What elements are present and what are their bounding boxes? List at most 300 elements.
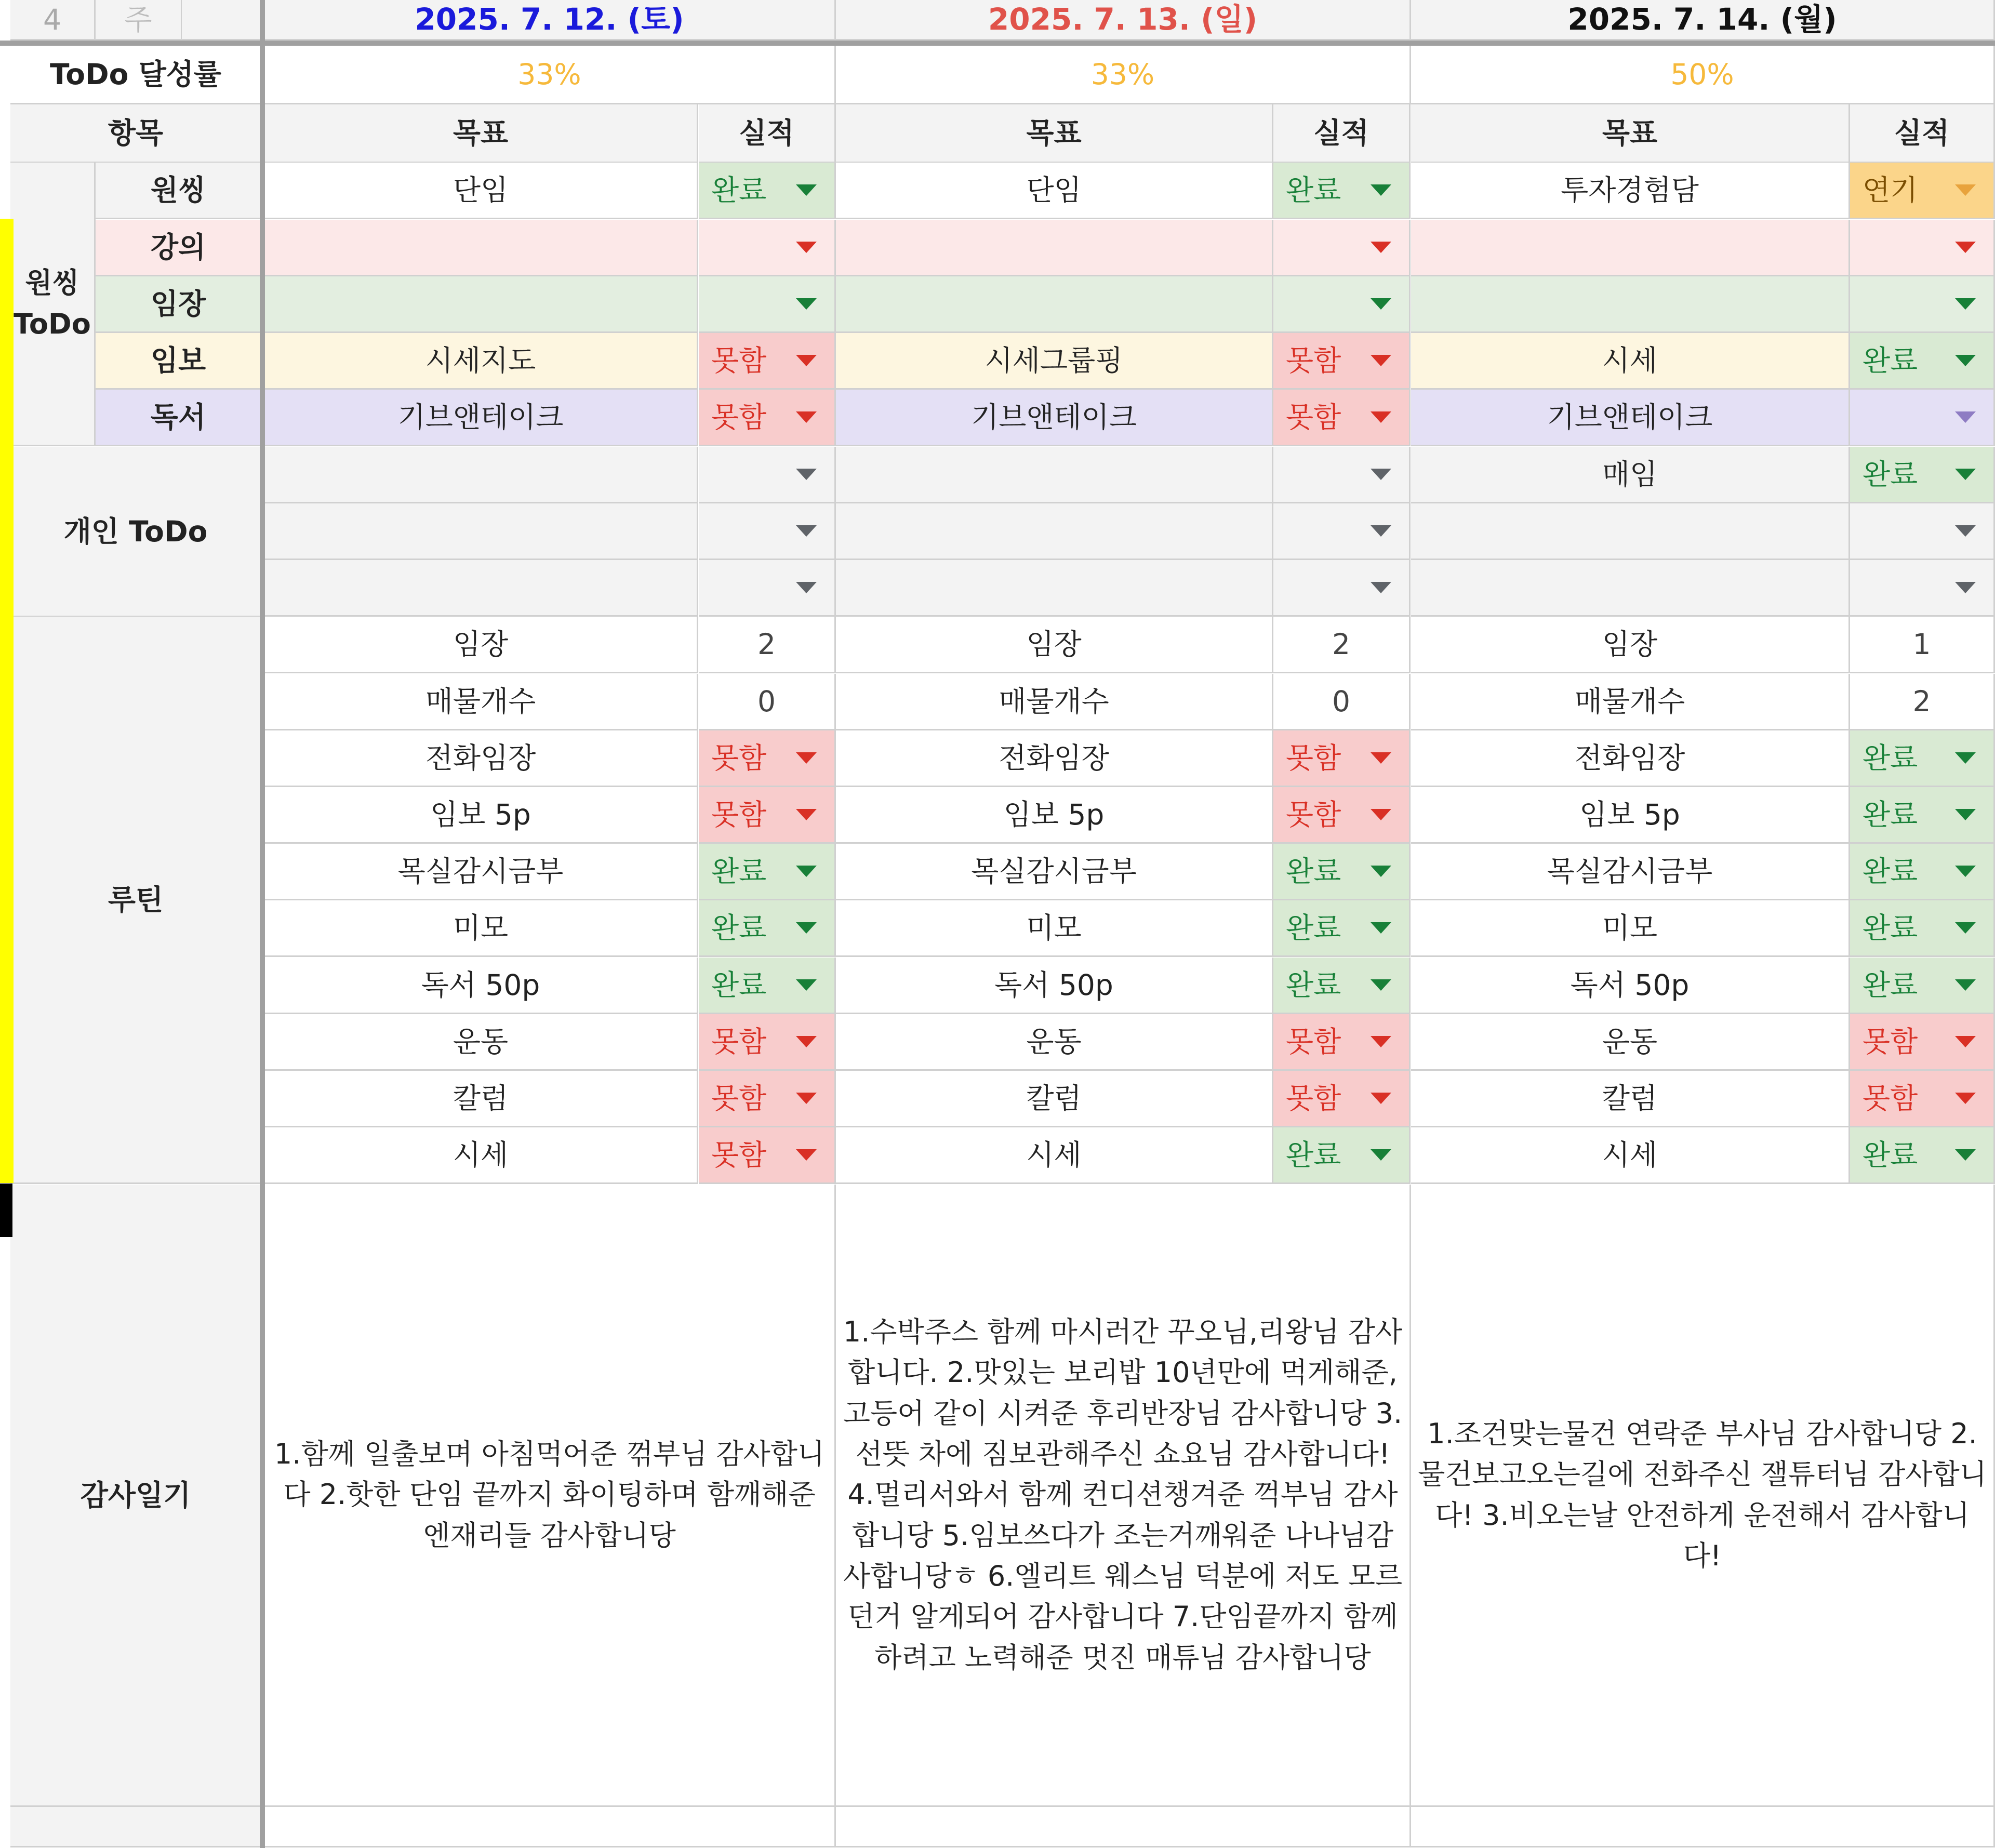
result-dropdown-text: 못함	[1286, 741, 1341, 775]
dropdown-arrow-icon[interactable]	[796, 809, 817, 820]
goal-cell-text: 목실감시금부	[1547, 855, 1713, 888]
goal-cell-text: 임보 5p	[1579, 798, 1680, 831]
result-dropdown[interactable]	[1850, 617, 1995, 673]
result-dropdown[interactable]	[1273, 674, 1411, 730]
dropdown-arrow-icon[interactable]	[1955, 1036, 1976, 1047]
result-dropdown[interactable]	[1273, 503, 1411, 560]
result-dropdown[interactable]	[1273, 900, 1411, 957]
result-dropdown-text: 못함	[1286, 1082, 1341, 1115]
result-dropdown-text: 1	[1912, 628, 1931, 661]
goal-cell[interactable]	[836, 844, 1273, 900]
goal-cell[interactable]	[836, 276, 1273, 333]
result-header[interactable]	[699, 104, 836, 163]
result-dropdown-text: 완료	[711, 174, 767, 207]
dropdown-arrow-icon[interactable]	[1955, 525, 1976, 537]
result-dropdown-text: 2	[1332, 628, 1350, 661]
goal-cell-text: 기브앤테이크	[971, 401, 1137, 434]
goal-cell-text: 시세지도	[425, 344, 536, 377]
goal-cell[interactable]	[264, 1014, 698, 1071]
result-header[interactable]	[1850, 104, 1995, 163]
goal-cell[interactable]	[264, 447, 698, 503]
goal-cell[interactable]	[264, 1071, 698, 1127]
result-dropdown-text: 못함	[711, 1138, 767, 1172]
dropdown-arrow-icon[interactable]	[796, 979, 817, 991]
result-dropdown[interactable]	[1850, 276, 1995, 333]
result-dropdown[interactable]	[699, 220, 836, 276]
goal-cell-text: 단임	[1026, 174, 1082, 207]
result-dropdown[interactable]	[699, 390, 836, 446]
row-number[interactable]	[10, 0, 96, 41]
goal-cell-text: 매물개수	[999, 685, 1109, 718]
dropdown-arrow-icon[interactable]	[1955, 355, 1976, 366]
result-dropdown-text: 못함	[1286, 1025, 1341, 1058]
result-dropdown[interactable]	[1850, 163, 1995, 219]
dropdown-arrow-icon[interactable]	[1371, 979, 1391, 991]
goal-cell[interactable]	[836, 1014, 1273, 1071]
goal-cell[interactable]	[836, 220, 1273, 276]
date-header[interactable]	[264, 0, 836, 41]
result-dropdown-text: 완료	[1863, 458, 1918, 491]
goal-cell[interactable]	[836, 787, 1273, 844]
date-header[interactable]	[836, 0, 1411, 41]
goal-cell[interactable]	[1411, 730, 1850, 787]
result-dropdown-text: 못함	[1863, 1025, 1918, 1058]
dropdown-arrow-icon[interactable]	[1955, 979, 1976, 991]
empty-cell[interactable]	[264, 1807, 836, 1847]
category-label[interactable]	[96, 276, 262, 333]
dropdown-arrow-icon[interactable]	[1371, 752, 1391, 764]
result-dropdown-text: 0	[757, 685, 776, 718]
result-dropdown-text: 완료	[711, 855, 767, 888]
goal-cell[interactable]	[836, 617, 1273, 673]
goal-cell[interactable]	[1411, 163, 1850, 219]
gratitude-entry-text: 1.조건맞는물건 연락준 부사님 감사합니당 2.물건보고오는길에 전화주신 잴튜터님 감사합니다! 3.비오는날 안전하게 운전해서 감사합니다!	[1418, 1417, 1987, 1572]
goal-header[interactable]	[1411, 104, 1850, 163]
dropdown-arrow-icon[interactable]	[796, 752, 817, 764]
item-header[interactable]	[10, 104, 262, 163]
goal-cell[interactable]	[836, 447, 1273, 503]
result-header-text: 실적	[1313, 116, 1369, 150]
goal-cell[interactable]	[1411, 390, 1850, 446]
result-dropdown-text: 못함	[1286, 344, 1341, 377]
goal-cell[interactable]	[264, 503, 698, 560]
result-dropdown[interactable]	[1850, 390, 1995, 446]
goal-cell[interactable]	[1411, 1071, 1850, 1127]
result-dropdown-text: 못함	[1286, 401, 1341, 434]
date-header-text: 2025. 7. 13. (일)	[988, 1, 1258, 37]
result-dropdown[interactable]	[1850, 220, 1995, 276]
category-label[interactable]	[96, 390, 262, 446]
result-dropdown[interactable]	[699, 730, 836, 787]
result-dropdown-text: 2	[757, 628, 776, 661]
dropdown-arrow-icon[interactable]	[1371, 298, 1391, 310]
goal-cell[interactable]	[836, 1071, 1273, 1127]
result-dropdown[interactable]	[1273, 163, 1411, 219]
dropdown-arrow-icon[interactable]	[796, 298, 817, 310]
result-dropdown[interactable]	[1273, 958, 1411, 1014]
result-dropdown[interactable]	[699, 333, 836, 390]
goal-cell-text: 독서 50p	[421, 968, 540, 1002]
goal-cell-text: 미모	[1026, 911, 1082, 945]
achievement-rate-text: 50%	[1670, 58, 1734, 91]
dropdown-arrow-icon[interactable]	[1371, 411, 1391, 423]
result-dropdown[interactable]	[699, 787, 836, 844]
empty-cell[interactable]	[1411, 1807, 1995, 1847]
goal-cell[interactable]	[836, 1127, 1273, 1184]
goal-cell-text: 목실감시금부	[971, 855, 1137, 888]
result-dropdown[interactable]	[699, 617, 836, 673]
gratitude-entry-text: 1.수박주스 함께 마시러간 꾸오님,리왕님 감사합니다. 2.맛있는 보리밥 10년만에 먹게해준,고등어 같이 시켜준 후리반장님 감사합니당 3.선뜻 차에 짐보관해주신 쇼요님 감사합니다! 4.멀리서와서 함께 컨디션챙겨준 꺽부님 감사합니당 5.임보쓰다가 조는거깨워준 나나님감사합니당ㅎ 6.엘리트 웨스님 덕분에 저도 모르던거 알게되어 감사합니다 7.단임끝까지 함께하려고 노력해준 멋진 매튜님 감사합니당	[843, 1315, 1403, 1674]
goal-header-text: 목표	[453, 116, 509, 150]
frozen-row-divider	[0, 41, 1995, 46]
category-label-text: 임장	[150, 287, 206, 321]
dropdown-arrow-icon[interactable]	[1371, 184, 1391, 196]
result-dropdown-text: 완료	[1286, 1138, 1341, 1172]
result-dropdown-text: 완료	[1863, 741, 1918, 775]
achievement-rate[interactable]	[836, 46, 1411, 104]
result-dropdown-text: 완료	[1286, 911, 1341, 945]
goal-cell-text: 시세그룹핑	[985, 344, 1123, 377]
dropdown-arrow-icon[interactable]	[796, 184, 817, 196]
achievement-rate-text: 33%	[517, 58, 581, 91]
goal-cell[interactable]	[264, 276, 698, 333]
dropdown-arrow-icon[interactable]	[796, 469, 817, 480]
goal-cell[interactable]	[264, 787, 698, 844]
dropdown-arrow-icon[interactable]	[796, 1093, 817, 1104]
result-dropdown-text: 완료	[1863, 1138, 1918, 1172]
dropdown-arrow-icon[interactable]	[1371, 469, 1391, 480]
goal-cell[interactable]	[836, 333, 1273, 390]
result-dropdown[interactable]	[699, 1127, 836, 1184]
result-dropdown-text: 완료	[1863, 911, 1918, 945]
result-dropdown[interactable]	[699, 900, 836, 957]
goal-cell[interactable]	[1411, 1127, 1850, 1184]
goal-cell[interactable]	[264, 617, 698, 673]
dropdown-arrow-icon[interactable]	[1955, 411, 1976, 423]
result-dropdown[interactable]	[1273, 333, 1411, 390]
goal-cell[interactable]	[264, 560, 698, 617]
result-dropdown[interactable]	[699, 276, 836, 333]
goal-cell[interactable]	[836, 390, 1273, 446]
result-dropdown[interactable]	[1273, 447, 1411, 503]
result-dropdown[interactable]	[699, 1014, 836, 1071]
goal-cell-text: 기브앤테이크	[397, 401, 564, 434]
goal-cell-text: 단임	[453, 174, 509, 207]
goal-cell-text: 운동	[1026, 1025, 1082, 1058]
dropdown-arrow-icon[interactable]	[796, 242, 817, 253]
dropdown-arrow-icon[interactable]	[796, 866, 817, 877]
result-dropdown[interactable]	[1273, 1071, 1411, 1127]
result-dropdown[interactable]	[1850, 333, 1995, 390]
gratitude-group-text: 감사일기	[80, 1478, 191, 1512]
result-dropdown-text: 완료	[1286, 855, 1341, 888]
goal-cell-text: 매물개수	[425, 685, 536, 718]
goal-cell-text: 독서 50p	[994, 968, 1113, 1002]
frozen-column-divider	[260, 0, 265, 1848]
dropdown-arrow-icon[interactable]	[1955, 298, 1976, 310]
goal-cell-text: 칼럼	[453, 1082, 509, 1115]
result-dropdown[interactable]	[699, 447, 836, 503]
result-dropdown[interactable]	[1273, 1014, 1411, 1071]
result-dropdown-text: 못함	[711, 798, 767, 831]
gratitude-group[interactable]	[10, 1185, 262, 1807]
goal-cell-text: 칼럼	[1026, 1082, 1082, 1115]
rate-label-text: ToDo 달성률	[50, 58, 221, 91]
highlight-strip	[0, 219, 14, 1183]
goal-cell[interactable]	[264, 333, 698, 390]
goal-cell-text: 기브앤테이크	[1547, 401, 1713, 434]
result-dropdown-text: 못함	[711, 1025, 767, 1058]
empty-cell[interactable]	[836, 1807, 1411, 1847]
goal-cell-text: 임장	[1026, 628, 1082, 661]
dropdown-arrow-icon[interactable]	[796, 525, 817, 537]
dropdown-arrow-icon[interactable]	[796, 922, 817, 934]
dropdown-arrow-icon[interactable]	[796, 411, 817, 423]
dropdown-arrow-icon[interactable]	[1371, 922, 1391, 934]
goal-cell-text: 목실감시금부	[397, 855, 564, 888]
goal-cell-text: 시세	[1602, 344, 1658, 377]
goal-cell-text: 투자경험담	[1561, 174, 1699, 207]
routine-group-text: 루틴	[108, 883, 164, 916]
routine-group[interactable]	[10, 617, 262, 1184]
achievement-rate[interactable]	[264, 46, 836, 104]
result-header-text: 실적	[739, 116, 794, 150]
gratitude-entry[interactable]	[264, 1185, 836, 1807]
dropdown-arrow-icon[interactable]	[1371, 525, 1391, 537]
result-dropdown-text: 못함	[711, 401, 767, 434]
goal-cell[interactable]	[836, 560, 1273, 617]
rate-label[interactable]	[10, 46, 262, 104]
result-dropdown[interactable]	[1273, 276, 1411, 333]
result-dropdown[interactable]	[699, 163, 836, 219]
goal-cell[interactable]	[1411, 844, 1850, 900]
dropdown-arrow-icon[interactable]	[1955, 469, 1976, 480]
dropdown-arrow-icon[interactable]	[1955, 866, 1976, 877]
goal-cell[interactable]	[1411, 276, 1850, 333]
goal-cell[interactable]	[836, 730, 1273, 787]
goal-cell[interactable]	[836, 900, 1273, 957]
goal-cell[interactable]	[264, 900, 698, 957]
dropdown-arrow-icon[interactable]	[1371, 1036, 1391, 1047]
dropdown-arrow-icon[interactable]	[1955, 752, 1976, 764]
category-label-text: 원씽	[150, 174, 206, 207]
result-dropdown-text: 완료	[1863, 968, 1918, 1002]
goal-cell[interactable]	[264, 1127, 698, 1184]
goal-cell-text: 임장	[1602, 628, 1658, 661]
result-dropdown[interactable]	[1850, 503, 1995, 560]
row-label-text: 주	[124, 3, 152, 36]
selection-marker	[0, 1184, 12, 1237]
goal-cell-text: 전화임장	[425, 741, 536, 775]
gratitude-entry[interactable]	[1411, 1185, 1995, 1807]
goal-cell[interactable]	[836, 674, 1273, 730]
dropdown-arrow-icon[interactable]	[1371, 1149, 1391, 1161]
result-dropdown[interactable]	[1850, 1071, 1995, 1127]
gratitude-entry-text: 1.함께 일출보며 아침먹어준 꺾부님 감사합니다 2.핫한 단임 끝까지 화이팅하며 함깨해준 엔재리들 감사합니당	[274, 1438, 825, 1552]
result-dropdown[interactable]	[1850, 1014, 1995, 1071]
dropdown-arrow-icon[interactable]	[796, 1149, 817, 1161]
result-dropdown-text: 0	[1332, 685, 1350, 718]
goal-cell-text: 운동	[453, 1025, 509, 1058]
personal-todo-group-text: 개인 ToDo	[63, 514, 208, 548]
goal-cell-text: 시세	[1026, 1138, 1082, 1172]
dropdown-arrow-icon[interactable]	[796, 1036, 817, 1047]
result-dropdown[interactable]	[699, 560, 836, 617]
wonssing-todo-group[interactable]	[10, 163, 96, 446]
goal-cell[interactable]	[1411, 333, 1850, 390]
goal-cell[interactable]	[1411, 900, 1850, 957]
dropdown-arrow-icon[interactable]	[1955, 1149, 1976, 1161]
result-dropdown-text: 못함	[1863, 1082, 1918, 1115]
goal-cell[interactable]	[836, 163, 1273, 219]
goal-cell[interactable]	[1411, 958, 1850, 1014]
dropdown-arrow-icon[interactable]	[1371, 1093, 1391, 1104]
dropdown-arrow-icon[interactable]	[1955, 922, 1976, 934]
result-dropdown[interactable]	[1273, 617, 1411, 673]
result-dropdown[interactable]	[1850, 844, 1995, 900]
goal-cell-text: 독서 50p	[1570, 968, 1690, 1002]
result-dropdown-text: 2	[1912, 685, 1931, 718]
date-header[interactable]	[1411, 0, 1995, 41]
row-number-text: 4	[43, 3, 61, 36]
result-dropdown[interactable]	[1273, 390, 1411, 446]
dropdown-arrow-icon[interactable]	[796, 582, 817, 593]
goal-cell[interactable]	[264, 844, 698, 900]
goal-cell[interactable]	[836, 503, 1273, 560]
result-dropdown-text: 완료	[1863, 855, 1918, 888]
category-label[interactable]	[96, 220, 262, 276]
goal-header[interactable]	[264, 104, 698, 163]
goal-cell-text: 전화임장	[1574, 741, 1685, 775]
goal-cell-text: 시세	[453, 1138, 509, 1172]
result-dropdown-text: 완료	[1863, 344, 1918, 377]
result-dropdown-text: 못함	[711, 741, 767, 775]
result-dropdown[interactable]	[1273, 560, 1411, 617]
goal-cell-text: 임장	[453, 628, 509, 661]
goal-cell[interactable]	[1411, 560, 1850, 617]
personal-todo-group[interactable]	[10, 447, 262, 617]
result-dropdown-text: 완료	[711, 968, 767, 1002]
category-label-text: 임보	[150, 344, 206, 377]
goal-header-text: 목표	[1602, 116, 1658, 150]
result-header-text: 실적	[1894, 116, 1950, 150]
wonssing-todo-group-text: 원씽 ToDo	[14, 267, 91, 340]
goal-cell[interactable]	[1411, 674, 1850, 730]
result-dropdown[interactable]	[699, 958, 836, 1014]
goal-cell[interactable]	[264, 390, 698, 446]
goal-cell-text: 전화임장	[999, 741, 1109, 775]
dropdown-arrow-icon[interactable]	[1371, 242, 1391, 253]
result-header[interactable]	[1273, 104, 1411, 163]
result-dropdown[interactable]	[1850, 560, 1995, 617]
result-dropdown-text: 못함	[1286, 798, 1341, 831]
result-dropdown[interactable]	[699, 844, 836, 900]
goal-cell-text: 시세	[1602, 1138, 1658, 1172]
empty-header-cell[interactable]	[182, 0, 262, 41]
result-dropdown[interactable]	[1850, 730, 1995, 787]
goal-cell[interactable]	[1411, 1014, 1850, 1071]
dropdown-arrow-icon[interactable]	[796, 355, 817, 366]
category-label-text: 강의	[150, 231, 206, 264]
result-dropdown-text: 완료	[1863, 798, 1918, 831]
result-dropdown[interactable]	[1850, 900, 1995, 957]
category-label[interactable]	[96, 163, 262, 219]
goal-cell[interactable]	[1411, 787, 1850, 844]
goal-cell-text: 임보 5p	[1003, 798, 1105, 831]
result-dropdown[interactable]	[699, 674, 836, 730]
result-dropdown[interactable]	[1273, 730, 1411, 787]
goal-cell-text: 미모	[1602, 911, 1658, 945]
goal-cell[interactable]	[1411, 617, 1850, 673]
dropdown-arrow-icon[interactable]	[1955, 582, 1976, 593]
goal-header[interactable]	[836, 104, 1273, 163]
goal-cell[interactable]	[836, 958, 1273, 1014]
dropdown-arrow-icon[interactable]	[1371, 866, 1391, 877]
achievement-rate-text: 33%	[1090, 58, 1155, 91]
category-label-text: 독서	[150, 401, 206, 434]
result-dropdown[interactable]	[699, 1071, 836, 1127]
goal-cell[interactable]	[1411, 220, 1850, 276]
result-dropdown[interactable]	[1273, 1127, 1411, 1184]
dropdown-arrow-icon[interactable]	[1955, 1093, 1976, 1104]
goal-cell[interactable]	[1411, 503, 1850, 560]
result-dropdown[interactable]	[1850, 787, 1995, 844]
dropdown-arrow-icon[interactable]	[1371, 582, 1391, 593]
goal-cell-text: 임보 5p	[430, 798, 531, 831]
dropdown-arrow-icon[interactable]	[1371, 355, 1391, 366]
result-dropdown[interactable]	[1850, 674, 1995, 730]
result-dropdown-text: 완료	[1286, 174, 1341, 207]
result-dropdown[interactable]	[1850, 1127, 1995, 1184]
category-label[interactable]	[96, 333, 262, 390]
dropdown-arrow-icon[interactable]	[1371, 809, 1391, 820]
result-dropdown-text: 완료	[1286, 968, 1341, 1002]
row-label[interactable]	[96, 0, 182, 41]
result-dropdown[interactable]	[1850, 958, 1995, 1014]
gratitude-entry[interactable]	[836, 1185, 1411, 1807]
goal-cell-text: 매물개수	[1574, 685, 1685, 718]
goal-cell[interactable]	[264, 163, 698, 219]
result-dropdown[interactable]	[699, 503, 836, 560]
result-dropdown-text: 못함	[711, 1082, 767, 1115]
goal-cell-text: 운동	[1602, 1025, 1658, 1058]
goal-cell[interactable]	[1411, 447, 1850, 503]
date-header-text: 2025. 7. 12. (토)	[415, 1, 684, 37]
goal-cell-text: 매임	[1602, 458, 1658, 491]
achievement-rate[interactable]	[1411, 46, 1995, 104]
result-dropdown[interactable]	[1273, 787, 1411, 844]
result-dropdown[interactable]	[1850, 447, 1995, 503]
goal-cell-text: 칼럼	[1602, 1082, 1658, 1115]
result-dropdown-text: 못함	[711, 344, 767, 377]
result-dropdown-text: 연기	[1863, 174, 1918, 207]
result-dropdown-text: 완료	[711, 911, 767, 945]
goal-cell[interactable]	[264, 730, 698, 787]
empty-cell[interactable]	[10, 1807, 262, 1847]
goal-header-text: 목표	[1026, 116, 1082, 150]
dropdown-arrow-icon[interactable]	[1955, 184, 1976, 196]
goal-cell[interactable]	[264, 674, 698, 730]
dropdown-arrow-icon[interactable]	[1955, 809, 1976, 820]
goal-cell[interactable]	[264, 958, 698, 1014]
result-dropdown[interactable]	[1273, 844, 1411, 900]
date-header-text: 2025. 7. 14. (월)	[1567, 1, 1837, 37]
goal-cell-text: 미모	[453, 911, 509, 945]
item-header-text: 항목	[108, 116, 164, 150]
result-dropdown[interactable]	[1273, 220, 1411, 276]
goal-cell[interactable]	[264, 220, 698, 276]
dropdown-arrow-icon[interactable]	[1955, 242, 1976, 253]
